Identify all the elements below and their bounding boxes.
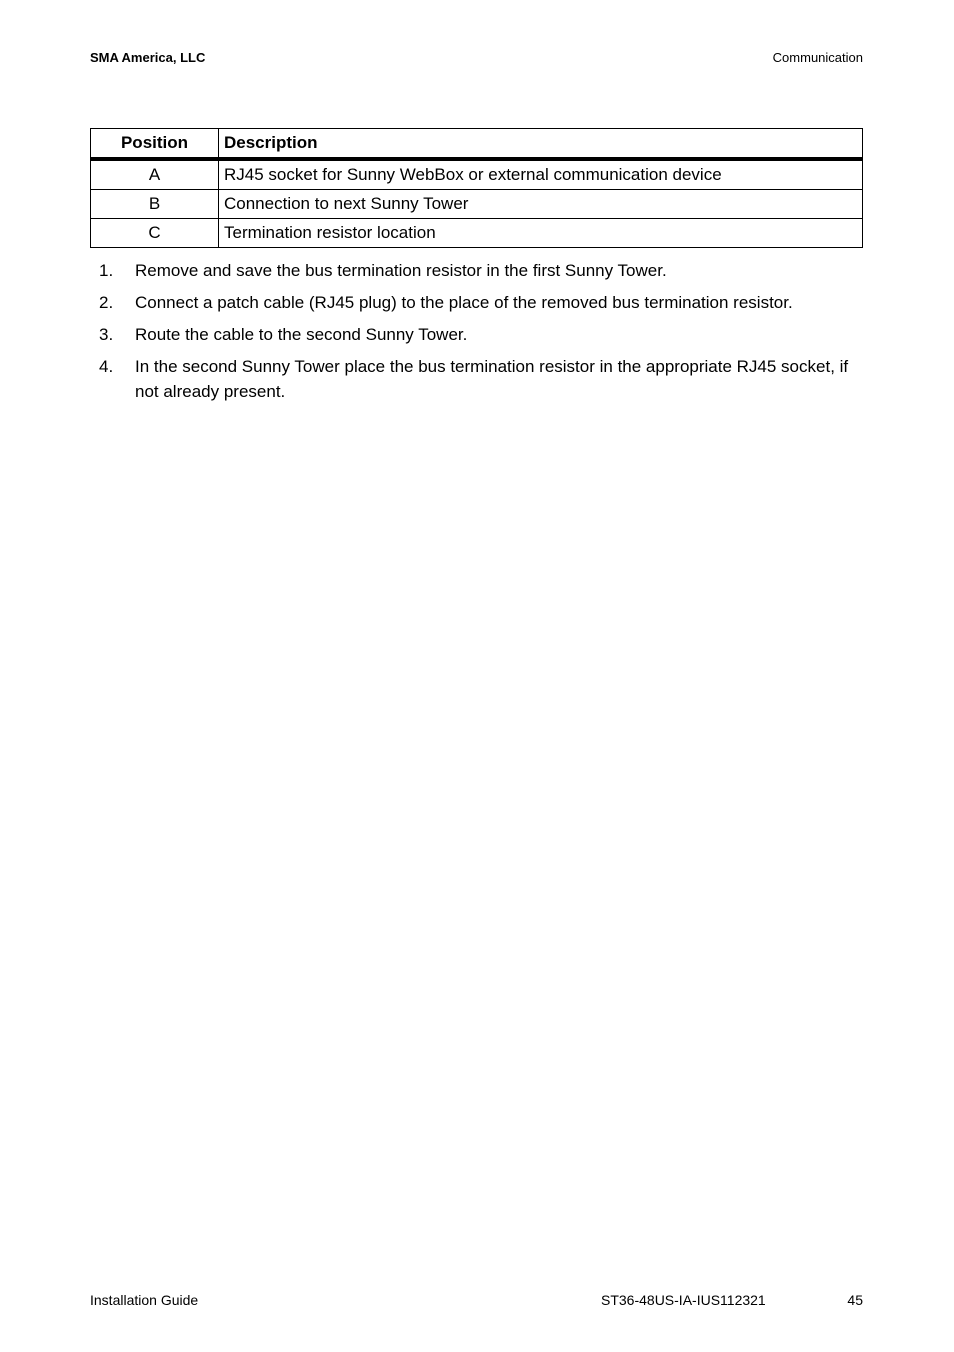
position-table (90, 128, 863, 248)
description-cell: Termination resistor location (219, 219, 863, 248)
list-item (90, 290, 863, 315)
step-text: Remove and save the bus termination resistor in the first Sunny Tower. (135, 261, 667, 280)
table-row (91, 159, 863, 190)
table-row (91, 219, 863, 248)
footer-document-id: ST36-48US-IA-IUS112321 (601, 1292, 766, 1308)
description-cell: RJ45 socket for Sunny WebBox or external communication device (219, 159, 863, 190)
footer-page-number: 45 (847, 1292, 863, 1308)
step-number: 3. (99, 325, 114, 344)
table-row (91, 190, 863, 219)
footer-guide-title: Installation Guide (90, 1292, 199, 1308)
list-item (90, 354, 863, 404)
position-cell: B (91, 190, 219, 219)
step-text: Route the cable to the second Sunny Tower. (135, 325, 468, 344)
position-cell: C (91, 219, 219, 248)
description-cell: Connection to next Sunny Tower (219, 190, 863, 219)
step-number: 2. (99, 293, 114, 312)
step-text: Connect a patch cable (RJ45 plug) to the place of the removed bus termination resistor. (135, 293, 793, 312)
column-header-position: Position (91, 129, 219, 160)
table-header-row (91, 129, 863, 160)
step-text: In the second Sunny Tower place the bus termination resistor in the appropriate RJ45 socket, if not already present. (135, 357, 849, 401)
step-number: 4. (99, 357, 114, 376)
list-item (90, 258, 863, 283)
instruction-steps (90, 258, 863, 411)
position-cell: A (91, 159, 219, 190)
header-company: SMA America, LLC (90, 50, 206, 65)
list-item (90, 322, 863, 347)
step-number: 1. (99, 261, 114, 280)
column-header-description: Description (219, 129, 863, 160)
header-section: Communication (772, 50, 863, 65)
